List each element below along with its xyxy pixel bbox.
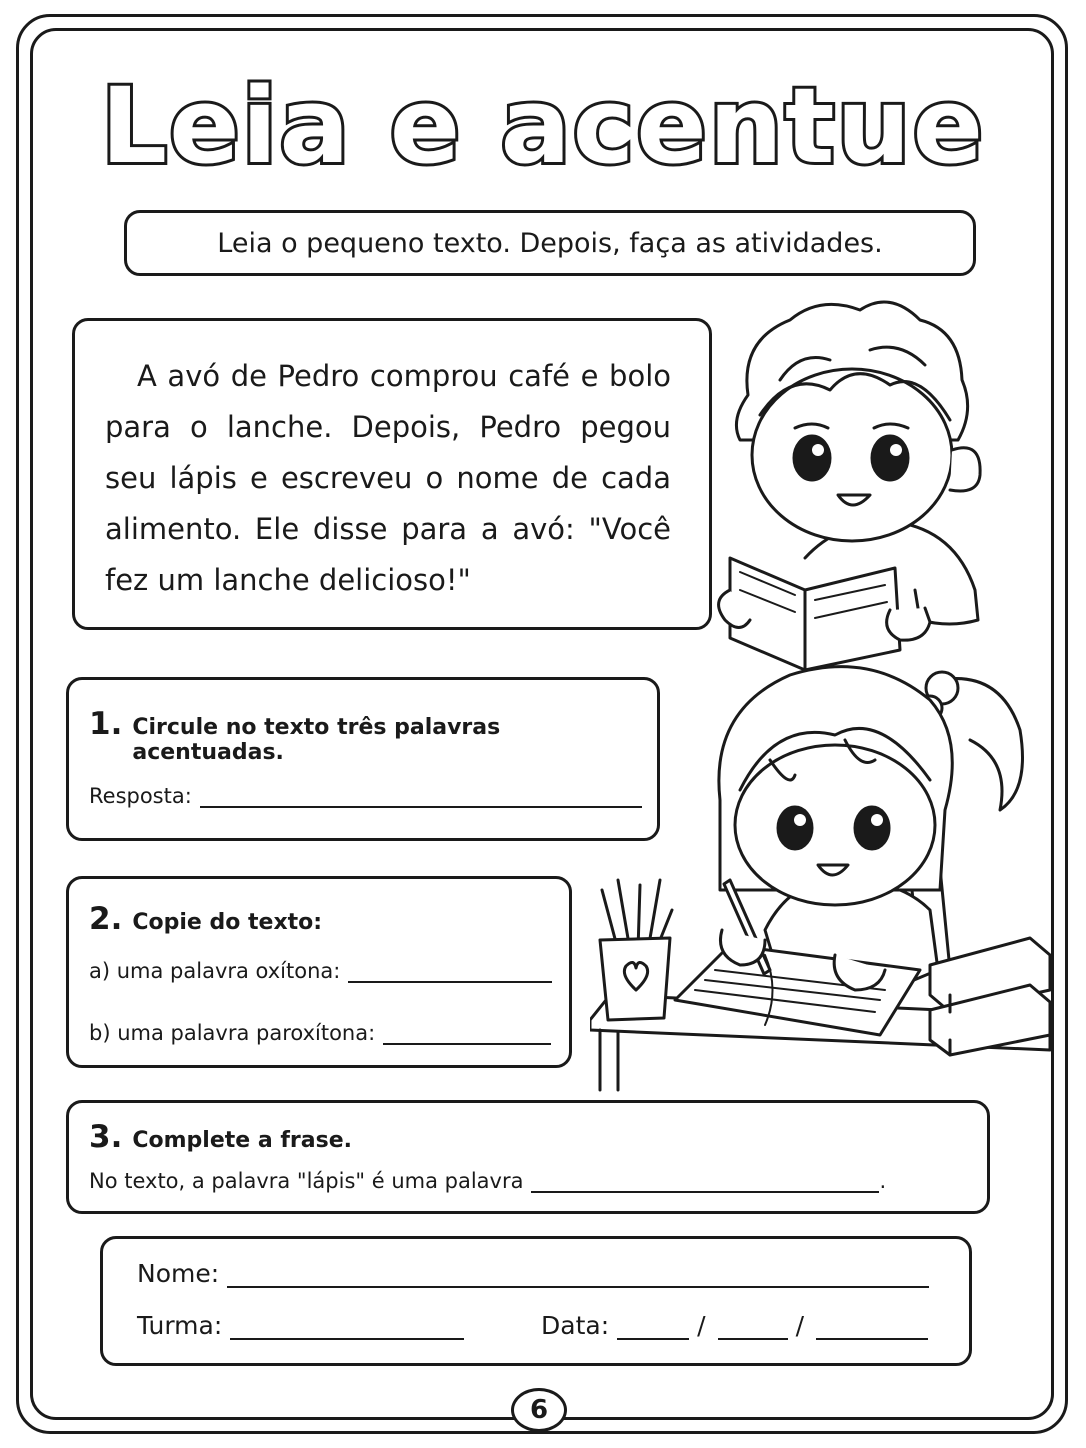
- question-3-answer-field[interactable]: [531, 1169, 879, 1193]
- question-3-sentence-line: [89, 1169, 886, 1193]
- illustration: [590, 290, 1060, 1100]
- question-3-heading: [89, 1119, 352, 1155]
- date-separator-1: /: [697, 1311, 706, 1340]
- date-line: [541, 1311, 928, 1340]
- question-2-heading: [89, 901, 322, 937]
- name-line: [137, 1259, 929, 1288]
- date-day-field[interactable]: [617, 1312, 689, 1340]
- question-2-text: Copie do texto:: [132, 910, 323, 935]
- question-1-box: [66, 677, 660, 841]
- question-3-box: [66, 1100, 990, 1214]
- question-2a-line: [89, 959, 552, 983]
- question-1-answer-field[interactable]: [200, 784, 642, 808]
- page-number: [511, 1388, 567, 1432]
- instruction-text: Leia o pequeno texto. Depois, faça as atividades.: [217, 227, 883, 259]
- question-1-heading: [89, 706, 657, 765]
- question-1-answer-label: Resposta:: [89, 784, 192, 808]
- page-number-text: 6: [529, 1395, 549, 1425]
- worksheet-title: [0, 58, 1086, 188]
- date-month-field[interactable]: [718, 1312, 788, 1340]
- question-2a-label: a) uma palavra oxítona:: [89, 959, 341, 983]
- question-3-number: 3.: [89, 1119, 123, 1155]
- instruction-box: [124, 210, 976, 276]
- story-text: A avó de Pedro comprou café e bolo para o lanche. Depois, Pedro pegou seu lápis e escreveu o nome de cada alimento. Ele disse para a avó: "Você fez um lanche delicioso!": [105, 359, 671, 597]
- question-3-text: Complete a frase.: [132, 1128, 352, 1153]
- question-2b-answer-field[interactable]: [383, 1021, 551, 1045]
- question-3-sentence-end: .: [879, 1169, 887, 1193]
- question-3-sentence: No texto, a palavra "lápis" é uma palavra: [89, 1169, 524, 1193]
- boy-reading-book-icon: [719, 302, 981, 670]
- question-2b-line: [89, 1021, 551, 1045]
- name-field[interactable]: [227, 1260, 929, 1288]
- name-label: Nome:: [137, 1259, 220, 1288]
- question-2b-label: b) uma palavra paroxítona:: [89, 1021, 376, 1045]
- class-label: Turma:: [137, 1311, 223, 1340]
- question-2-box: [66, 876, 572, 1068]
- question-2-number: 2.: [89, 901, 123, 937]
- date-year-field[interactable]: [816, 1312, 928, 1340]
- question-1-text: Circule no texto três palavras acentuadas.: [132, 715, 501, 765]
- title-text: Leia e acentue: [100, 65, 986, 187]
- pencil-cup-heart-icon: [600, 880, 672, 1020]
- class-field[interactable]: [230, 1312, 464, 1340]
- question-2a-answer-field[interactable]: [348, 959, 552, 983]
- question-1-number: 1.: [89, 706, 123, 742]
- question-1-answer-line: [89, 784, 642, 808]
- student-info-box: [100, 1236, 972, 1366]
- date-label: Data:: [541, 1311, 610, 1340]
- class-line: [137, 1311, 464, 1340]
- date-separator-2: /: [795, 1311, 804, 1340]
